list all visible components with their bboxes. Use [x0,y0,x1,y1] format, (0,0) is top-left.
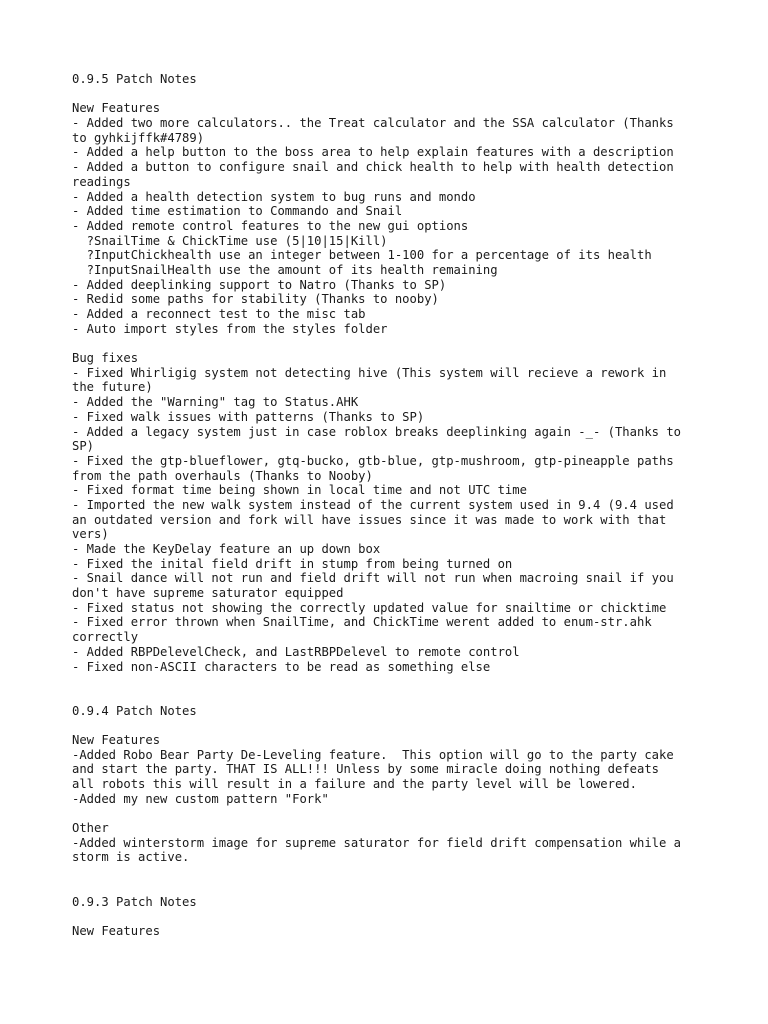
text-line: storm is active. [72,850,190,865]
text-line: 0.9.5 Patch Notes [72,72,197,86]
text-line: - Added two more calculators.. the Treat calculator and the SSA calculator (Thanks [72,116,674,131]
text-line: -Added winterstorm image for supreme saturator for field drift compensation while a [72,835,682,850]
text-line: -Added my new custom pattern "Fork" [72,791,329,806]
text-line: all robots this will result in a failure and the party level will be lowered. [72,777,637,791]
text-line: - Added a legacy system just in case roblox breaks deeplinking again -_- (Thanks to [72,424,682,439]
text-line: - Fixed the gtp-blueflower, gtq-bucko, gtb-blue, gtp-mushroom, gtp-pineapple paths [72,453,674,468]
text-line: - Fixed Whirligig system not detecting hive (This system will recieve a rework in [72,365,667,380]
text-line: - Imported the new walk system instead of the current system used in 9.4 (9.4 used [72,497,674,512]
patch-notes-document [72,72,712,939]
text-line: - Auto import styles from the styles folder [72,321,388,336]
text-line [72,806,712,821]
text-line: - Added a health detection system to bug runs and mondo [72,189,476,204]
text-line: - Added a button to configure snail and chick health to help with health detection [72,160,674,175]
text-line: Other [72,821,109,836]
text-line [72,909,712,924]
text-line: -Added Robo Bear Party De-Leveling feature. This option will go to the party cake [72,747,674,762]
text-line: - Redid some paths for stability (Thanks to nooby) [72,292,439,307]
text-line: New Features [72,101,161,116]
text-line: - Added time estimation to Commando and Snail [72,204,403,219]
text-line: an outdated version and fork will have issues since it was made to work with that [72,512,667,527]
text-line: the future) [72,380,153,395]
text-line: correctly [72,630,139,645]
text-line: - Snail dance will not run and field drift will not run when macroing snail if you [72,571,674,586]
text-line: - Fixed non-ASCII characters to be read as something else [72,659,491,674]
text-line: - Added the "Warning" tag to Status.AHK [72,395,359,410]
text-line: SP) [72,439,95,454]
text-line: and start the party. THAT IS ALL!!! Unless by some miracle doing nothing defeats [72,762,659,777]
text-line: from the path overhauls (Thanks to Nooby) [72,468,373,483]
text-line [72,336,712,351]
text-line [72,689,712,704]
text-line: to gyhkijffk#4789) [72,130,205,145]
text-line [72,87,712,102]
text-line [72,674,712,689]
text-line: ?SnailTime & ChickTime use (5|10|15|Kill) [72,233,388,248]
text-line: - Fixed walk issues with patterns (Thanks to SP) [72,409,425,424]
text-line: - Added RBPDelevelCheck, and LastRBPDelevel to remote control [72,644,520,659]
text-line [72,865,712,880]
text-line: - Added a reconnect test to the misc tab [72,307,366,321]
text-line: - Fixed status not showing the correctly updated value for snailtime or chicktime [72,600,667,615]
text-line: don't have supreme saturator equipped [72,586,344,601]
text-line: Bug fixes [72,351,139,366]
text-line: - Made the KeyDelay feature an up down box [72,542,381,556]
text-line: vers) [72,527,109,542]
text-line: 0.9.3 Patch Notes [72,894,197,909]
text-line: - Fixed format time being shown in local time and not UTC time [72,483,527,498]
text-line: - Fixed the inital field drift in stump from being turned on [72,556,513,571]
text-line: ?InputChickhealth use an integer between 1-100 for a percentage of its health [72,248,652,263]
text-line: - Added a help button to the boss area to help explain features with a description [72,145,674,160]
text-line: 0.9.4 Patch Notes [72,703,197,718]
text-line [72,718,712,733]
text-line [72,880,712,895]
text-line: - Added deeplinking support to Natro (Thanks to SP) [72,277,447,292]
text-line: - Fixed error thrown when SnailTime, and ChickTime werent added to enum-str.ahk [72,615,652,630]
text-line: - Added remote control features to the new gui options [72,218,469,233]
text-line: readings [72,174,131,189]
text-line: New Features [72,732,161,747]
text-line: ?InputSnailHealth use the amount of its health remaining [72,262,498,277]
text-line: New Features [72,923,161,938]
